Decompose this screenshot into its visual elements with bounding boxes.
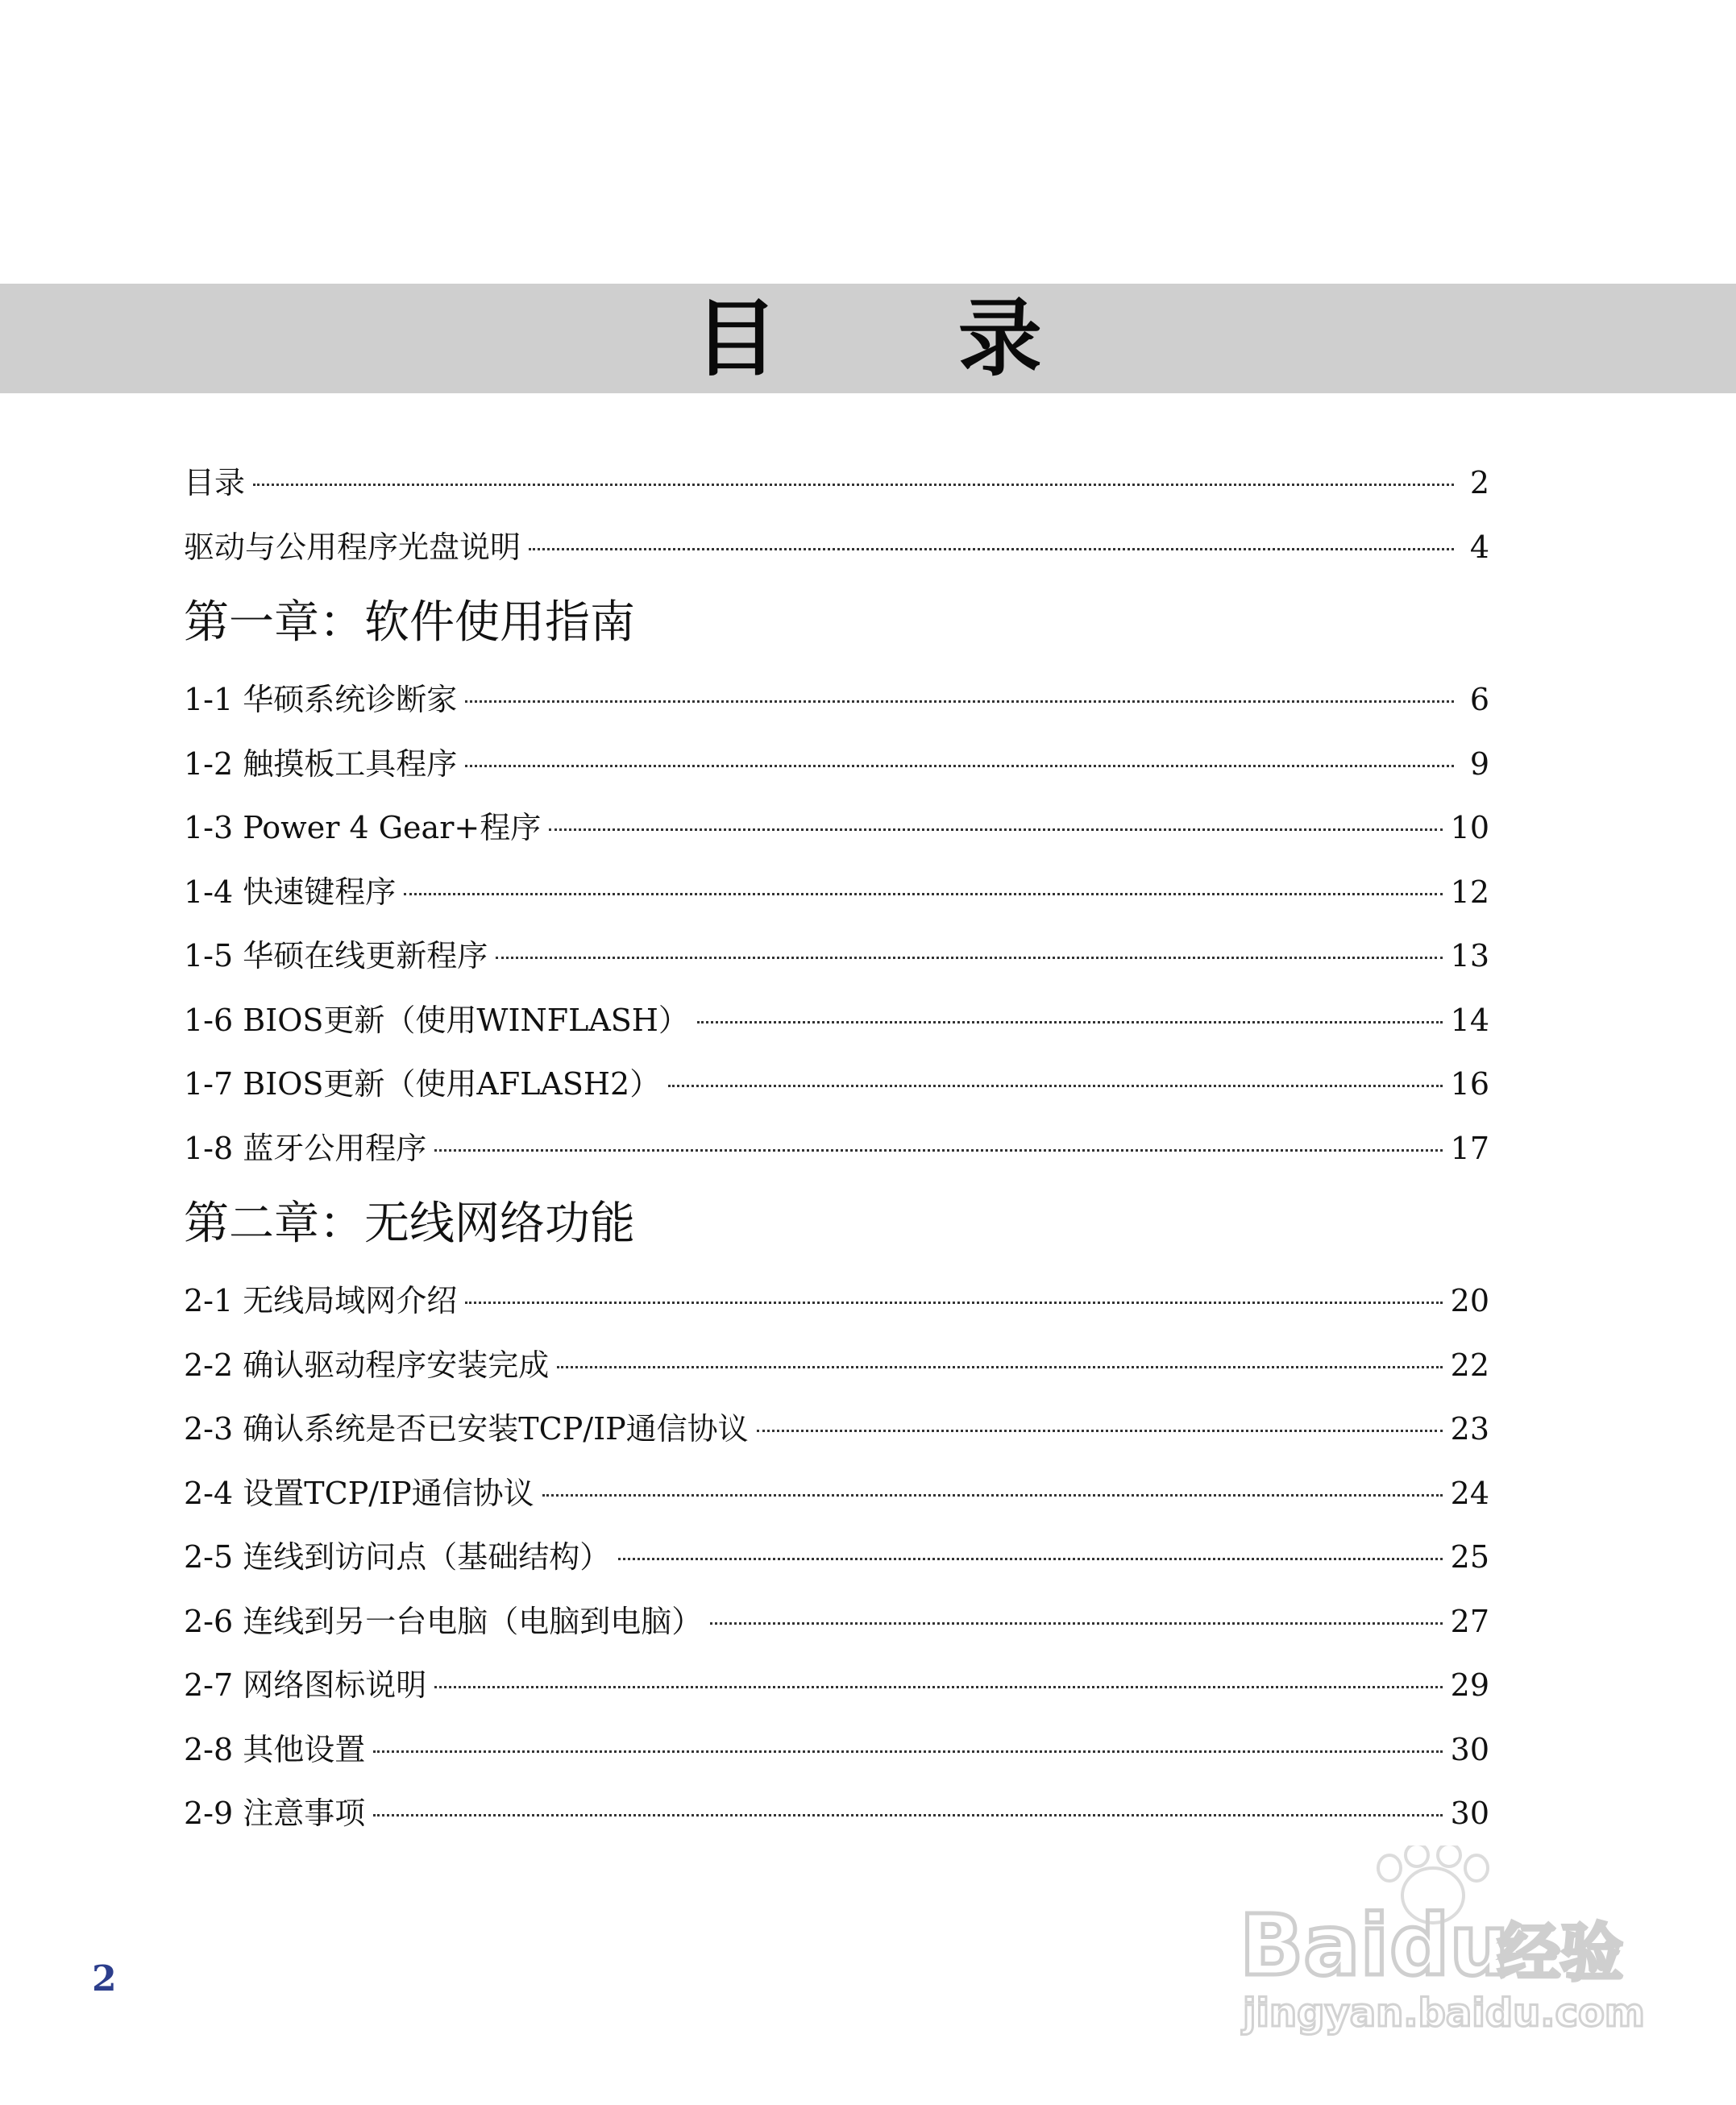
dot-leader: [757, 1430, 1443, 1432]
toc-entry[interactable]: [184, 924, 1489, 989]
toc-entry[interactable]: [184, 733, 1489, 797]
toc-entry[interactable]: [184, 516, 1489, 580]
dot-leader: [465, 765, 1454, 767]
toc-entry-page: 12: [1450, 874, 1489, 910]
dot-leader: [697, 1021, 1443, 1023]
toc-entry-label: 驱动与公用程序光盘说明: [184, 529, 521, 565]
toc-entry-page: 17: [1450, 1130, 1489, 1166]
toc-entry-page: 14: [1450, 1002, 1489, 1038]
toc-entry[interactable]: [184, 668, 1489, 733]
dot-leader: [465, 1302, 1442, 1304]
toc-entry-label: 1-5 华硕在线更新程序: [184, 938, 488, 974]
dot-leader: [496, 957, 1442, 959]
toc-entry-label: 1-7 BIOS更新（使用AFLASH2）: [184, 1066, 661, 1102]
toc-entry-label: 1-8 蓝牙公用程序: [184, 1130, 427, 1166]
toc-entry-label: 1-1 华硕系统诊断家: [184, 682, 458, 717]
dot-leader: [557, 1366, 1442, 1368]
toc-entry-page: 16: [1450, 1066, 1489, 1102]
toc-entry-page: 25: [1450, 1539, 1489, 1575]
dot-leader: [465, 700, 1454, 703]
toc-entry[interactable]: [184, 861, 1489, 925]
page-number: 2: [92, 1958, 117, 1999]
toc-entry-label: 2-3 确认系统是否已安装TCP/IP通信协议: [184, 1411, 749, 1447]
watermark-brand-text: Bai: [1240, 1896, 1389, 1995]
toc-entry[interactable]: [184, 796, 1489, 861]
toc-entry-label: 目录: [184, 465, 246, 500]
dot-leader: [549, 828, 1442, 831]
page-title: 目 录: [694, 289, 1118, 388]
dot-leader: [373, 1814, 1442, 1816]
baidu-jingyan-watermark: [1231, 1846, 1651, 2039]
toc-entry-page: 10: [1450, 810, 1489, 845]
toc-entry-label: 2-6 连线到另一台电脑（电脑到电脑）: [184, 1603, 703, 1639]
chapter-heading: 第二章：无线网络功能: [184, 1198, 635, 1250]
toc-entry[interactable]: [184, 1782, 1489, 1846]
toc-entry-label: 2-1 无线局域网介绍: [184, 1283, 458, 1318]
dot-leader: [373, 1750, 1442, 1753]
toc-entry-label: 2-2 确认驱动程序安装完成: [184, 1347, 550, 1383]
toc-entry-label: 2-9 注意事项: [184, 1796, 366, 1831]
dot-leader: [618, 1558, 1442, 1560]
toc-entry-label: 1-6 BIOS更新（使用WINFLASH）: [184, 1002, 689, 1038]
toc-entry-page: 24: [1450, 1475, 1489, 1511]
table-of-contents: [184, 451, 1489, 1846]
toc-entry-label: 1-4 快速键程序: [184, 874, 397, 910]
toc-entry-label: 1-3 Power 4 Gear+程序: [184, 810, 542, 845]
toc-entry-page: 20: [1450, 1283, 1489, 1318]
dot-leader: [253, 484, 1454, 486]
toc-entry[interactable]: [184, 1654, 1489, 1718]
toc-entry[interactable]: [184, 1117, 1489, 1181]
toc-entry-label: 2-4 设置TCP/IP通信协议: [184, 1475, 534, 1511]
toc-entry-page: 22: [1450, 1347, 1489, 1383]
toc-entry[interactable]: [184, 451, 1489, 516]
toc-entry[interactable]: [184, 1462, 1489, 1526]
toc-entry[interactable]: [184, 989, 1489, 1053]
toc-entry-page: 29: [1450, 1667, 1489, 1703]
toc-entry-page: 30: [1450, 1731, 1489, 1767]
toc-entry-page: 6: [1469, 682, 1489, 717]
toc-entry-label: 1-2 触摸板工具程序: [184, 745, 458, 782]
dot-leader: [529, 548, 1454, 550]
dot-leader: [668, 1085, 1442, 1087]
toc-entry[interactable]: [184, 1590, 1489, 1655]
dot-leader: [710, 1622, 1442, 1625]
toc-entry-page: 27: [1450, 1603, 1489, 1639]
toc-entry-label: 2-8 其他设置: [184, 1731, 366, 1767]
chapter-heading: 第一章：软件使用指南: [184, 596, 635, 649]
toc-entry[interactable]: [184, 1269, 1489, 1334]
dot-leader: [434, 1686, 1442, 1688]
dot-leader: [542, 1494, 1443, 1497]
toc-entry-page: 9: [1469, 745, 1489, 782]
toc-entry[interactable]: [184, 1052, 1489, 1117]
toc-entry-label: 2-5 连线到访问点（基础结构）: [184, 1539, 611, 1575]
svg-text:du: du: [1389, 1896, 1510, 1995]
toc-entry[interactable]: [184, 1526, 1489, 1590]
toc-entry-page: 4: [1469, 529, 1489, 565]
watermark-url-text: jingyan.baidu.com: [1243, 1991, 1645, 2036]
dot-leader: [434, 1149, 1442, 1152]
toc-entry[interactable]: [184, 1397, 1489, 1462]
dot-leader: [404, 893, 1442, 895]
title-band: [0, 284, 1736, 393]
toc-entry[interactable]: [184, 1718, 1489, 1783]
toc-entry-page: 23: [1450, 1411, 1489, 1447]
toc-entry-label: 2-7 网络图标说明: [184, 1667, 427, 1703]
svg-text:经验: 经验: [1497, 1917, 1624, 1990]
toc-entry-page: 2: [1469, 465, 1489, 500]
toc-entry-page: 13: [1450, 938, 1489, 974]
toc-entry-page: 30: [1450, 1796, 1489, 1831]
toc-entry[interactable]: [184, 1334, 1489, 1398]
